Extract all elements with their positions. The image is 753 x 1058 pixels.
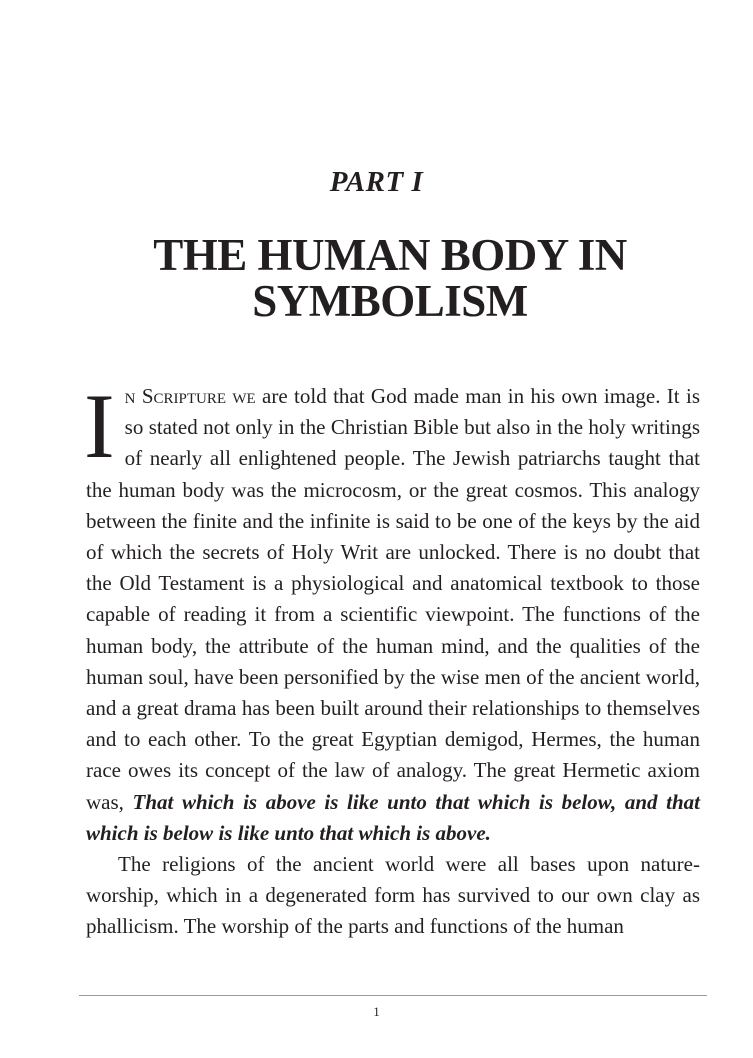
paragraph-2: The religions of the ancient world were all bases upon nature-worship, which in a degenerated form has survived to our own clay as phallicism. The worship of the parts and functions of the human	[86, 852, 700, 939]
hermetic-axiom: That which is above is like unto that which is below, and that which is below is like unto that which is above.	[86, 789, 700, 845]
paragraph-1-text: are told that God made man in his own image. It is so stated not only in the Christian Bible but also in the holy writings of nearly all enlightened people. The Jewish patriarchs taught that the human body was the microcosm, or the great cosmos. This analogy between the finite and the infinite is said to be one of the keys by the aid of which the secrets of Holy Writ are unlocked. There is no doubt that the Old Testament is a physiological and anatomical textbook to those capable of reading it from a scientific viewpoint. The functions of the human body, the attribute of the human mind, and the qualities of the human soul, have been personified by the wise men of the ancient world, and a great drama has been built around their relationships to themselves and to each other. To the great Egyptian demigod, Hermes, the human race owes its concept of the law of analogy. The great Hermetic axiom was,	[86, 384, 700, 814]
paragraph-1	[84, 375, 700, 849]
chapter-title: THE HUMAN BODY IN SYMBOLISM	[153, 230, 627, 326]
lead-smallcaps: n Scripture we	[124, 384, 256, 408]
body-text	[84, 375, 700, 943]
page-number: 1	[373, 1004, 380, 1019]
footer-rule	[79, 995, 707, 996]
drop-cap: I	[84, 375, 115, 477]
part-label: PART I	[329, 166, 424, 198]
